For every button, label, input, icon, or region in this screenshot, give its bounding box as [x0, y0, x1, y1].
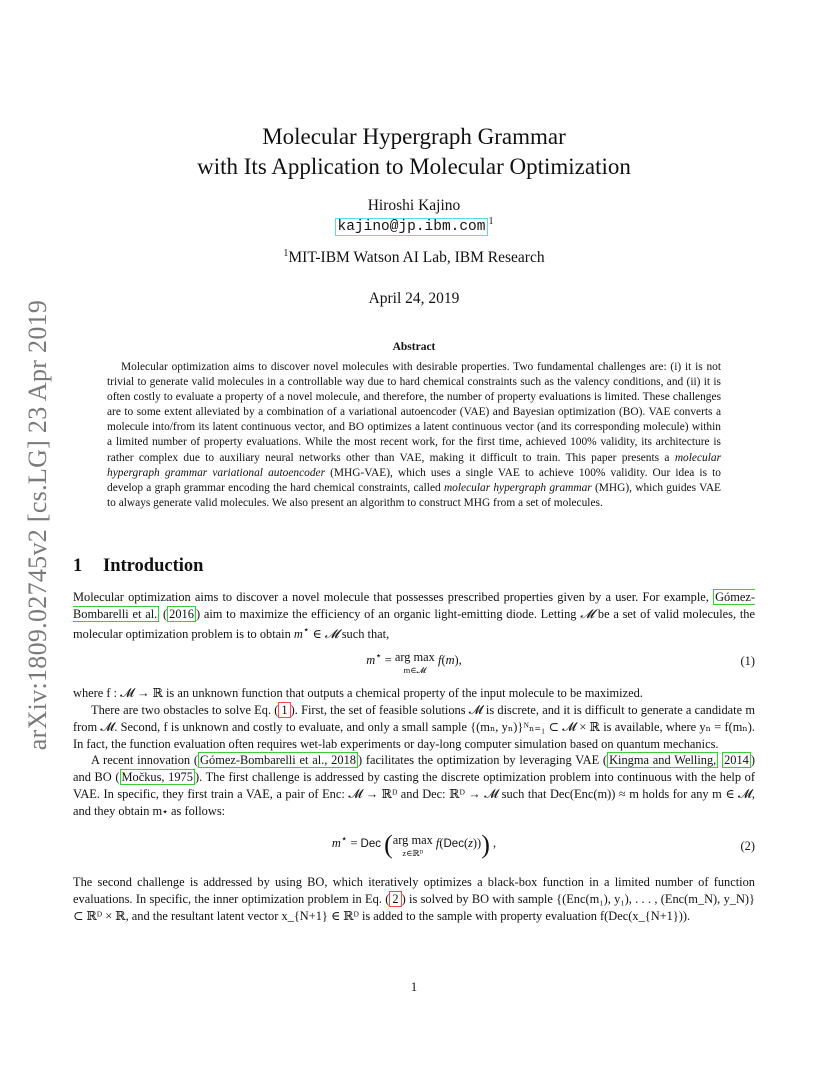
introduction-body [73, 589, 755, 925]
citation-link[interactable]: Gómez-Bombarelli et al., 2018 [200, 753, 356, 768]
paper-title [0, 122, 828, 182]
email-affiliation-mark: 1 [488, 216, 494, 227]
equation-1 [73, 643, 755, 685]
section-title: Introduction [103, 556, 204, 576]
title-line-2: with Its Application to Molecular Optimization [197, 154, 631, 179]
section-heading-introduction [73, 556, 203, 577]
arxiv-id-text: arXiv:1809.02745v2 [cs.LG] 23 Apr 2019 [23, 299, 52, 751]
page-number: 1 [410, 980, 418, 994]
author-email-link[interactable]: kajino@jp.ibm.com [335, 218, 489, 236]
equation-1-body: m⋆ = arg max m∈𝓜 f(m), [366, 649, 462, 675]
section-number: 1 [73, 556, 83, 576]
abstract-heading: Abstract [392, 341, 436, 353]
intro-paragraph-3: There are two obstacles to solve Eq. ( 1 ). First, the set of feasible solutions 𝓜 is discrete, and it is difficult to generate a candidate m from 𝓜. Second, f is unknown and costly to evaluate, and only a small sample {(mₙ, yₙ)}ᴺₙ₌₁ ⊂ 𝓜 × ℝ is available, where yₙ = f(mₙ). In fact, the function evaluation often requires wet-lab experiments or day-long computer simulation based on quantum mechanics. [73, 702, 755, 751]
citation-link[interactable]: Kingma and Welling, [609, 753, 717, 768]
equation-2-number: (2) [740, 839, 755, 854]
abstract-paragraph: Molecular optimization aims to discover novel molecules with desirable properties. Two fundamental challenges are: (i) it is not trivial to generate valid molecules in a controllable way due to hard chemical constraints such as the valency conditions, and (ii) it is often costly to evaluate a property of a novel molecule, and therefore, the number of property evaluations is limited. These challenges are to some extent alleviated by a combination of a variational autoencoder (VAE) and Bayesian optimization (BO). VAE converts a molecule into/from its latent continuous vector, and BO optimizes a latent continuous vector (and its corresponding molecule) within a limited number of property evaluations. While the most recent work, for the first time, achieved 100% validity, its architecture is rather complex due to auxiliary neural networks other than VAE, making it difficult to train. This paper presents a molecular hypergraph grammar variational autoencoder (MHG-VAE), which uses a single VAE to achieve 100% validity. Our idea is to develop a graph grammar encoding the hard chemical constraints, called molecular hypergraph grammar (MHG), which guides VAE to always generate valid molecules. We also present an algorithm to construct MHG from a set of molecules. [107, 361, 722, 509]
equation-1-number: (1) [740, 653, 755, 668]
citation-link[interactable]: Gómez-Bombarelli et al. [73, 590, 755, 621]
equation-ref-link[interactable]: 1 [278, 702, 290, 718]
author-name: Hiroshi Kajino [367, 197, 461, 214]
arxiv-identifier-stamp [20, 290, 56, 760]
affiliation-mark: 1 [283, 248, 289, 259]
intro-paragraph-4: A recent innovation ( Gómez-Bombarelli et al., 2018 ) facilitates the optimization by leveraging VAE ( Kingma and Welling, 2014 ) and BO ( Močkus, 1975 ). The first challenge is addressed by casting the discrete optimization problem into continuous with the help of VAE. In specific, they first train a VAE, a pair of Enc: 𝓜 → ℝᴰ and Dec: ℝᴰ → 𝓜 such that Dec(Enc(m)) ≈ m holds for any m ∈ 𝓜, and they obtain m⋆ as follows: [73, 753, 755, 819]
title-line-1: Molecular Hypergraph Grammar [262, 124, 566, 149]
equation-2 [73, 820, 755, 874]
intro-paragraph-1: Molecular optimization aims to discover a novel molecule that possesses prescribed properties given by a user. For example, Gómez-Bombarelli et al. ( 2016 ) aim to maximize the efficiency of an organic light-emitting diode. Letting 𝓜 be a set of valid molecules, the molecular optimization problem is to obtain m⋆ ∈ 𝓜 such that, [73, 590, 755, 641]
citation-link[interactable]: Močkus, 1975 [121, 770, 193, 785]
paper-date: April 24, 2019 [368, 290, 460, 307]
citation-year-link[interactable]: 2016 [169, 606, 194, 621]
equation-2-body: m⋆ = Dec (arg max z∈ℝᴰ f(Dec(z))) , [331, 830, 497, 860]
abstract-body [107, 360, 721, 511]
intro-paragraph-5: The second challenge is addressed by using BO, which iteratively optimizes a black-box function in a limited number of function evaluations. In specific, the inner optimization problem in Eq. ( 2 ) is solved by BO with sample {(Enc(m₁), y₁), . . . , (Enc(m_N), y_N)} ⊂ ℝᴰ × ℝ, and the resultant latent vector x_{N+1} ∈ ℝᴰ is added to the sample with property evaluation f(Dec(x_{N+1})). [73, 875, 755, 923]
affiliation-text: MIT-IBM Watson AI Lab, IBM Research [288, 249, 545, 267]
intro-paragraph-2: where f : 𝓜 → ℝ is an unknown function that outputs a chemical property of the input molecule to be maximized. [73, 685, 643, 700]
author-email-row [0, 216, 828, 235]
equation-ref-link[interactable]: 2 [389, 891, 401, 907]
affiliation [0, 248, 828, 267]
citation-year-link[interactable]: 2014 [724, 753, 749, 768]
